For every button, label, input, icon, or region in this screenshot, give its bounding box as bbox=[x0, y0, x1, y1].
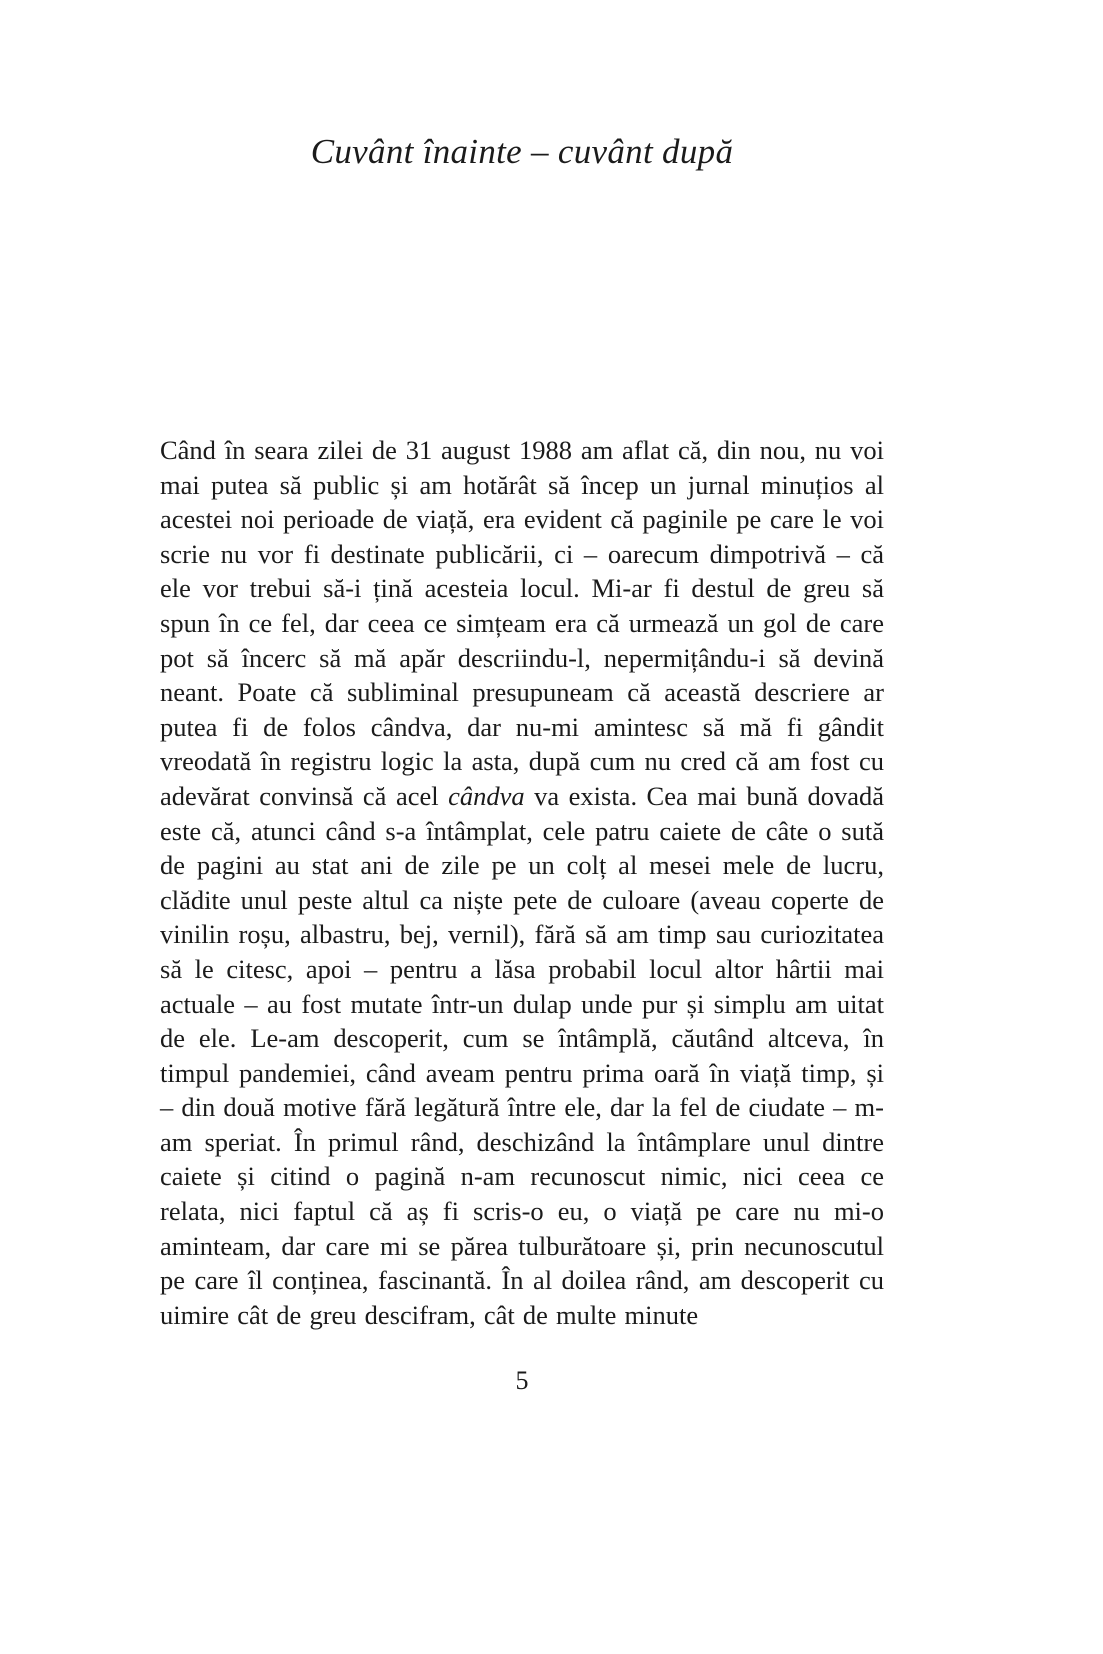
chapter-title: Cuvânt înainte – cuvânt după bbox=[310, 132, 734, 171]
paragraph-text-before-italic: Când în seara zilei de 31 august 1988 am aflat că, din nou, nu voi mai putea să public și am hotărât să încep un jurnal minuțios al acestei noi perioade de viață, era evident că paginile pe care le voi scrie nu vor fi destinate publicării, ci – oarecum dimpotrivă – că ele vor trebui să-i țină acesteia locul. Mi-ar fi destul de greu să spun în ce fel, dar ceea ce simțeam era că urmează un gol de care pot să încerc să mă apăr descriindu-l, nepermițându-i să devină neant. Poate că subliminal presupuneam că această descriere ar putea fi de folos cândva, dar nu-mi amintesc să mă fi gândit vreodată în registru logic la asta, după cum nu cred că am fost cu adevărat convinsă că acel bbox=[160, 435, 884, 811]
body-paragraph bbox=[160, 433, 884, 1332]
italic-word: cândva bbox=[448, 780, 525, 811]
paragraph-text-after-italic: va exista. Cea mai bună dovadă este că, atunci când s-a întâmplat, cele patru caiete de câte o sută de pagini au stat ani de zile pe un colț al mesei mele de lucru, clădite unul peste altul ca niște pete de culoare (aveau coperte de vinilin roșu, albastru, bej, vernil), fără să am timp sau curiozitatea să le citesc, apoi – pentru a lăsa probabil locul altor hârtii mai actuale – au fost mutate într-un dulap unde pur și simplu am uitat de ele. Le-am descoperit, cum se întâmplă, căutând altceva, în timpul pandemiei, când aveam pentru prima oară în viață timp, și – din două motive fără legătură între ele, dar la fel de ciudate – m-am speriat. În primul rând, deschizând la întâmplare unul dintre caiete și citind o pagină n-am recunoscut nimic, nici ceea ce relata, nici faptul că aș fi scris-o eu, o viață pe care nu mi-o aminteam, dar care mi se părea tulburătoare și, prin necunoscutul pe care îl conținea, fascinantă. În al doilea rând, am descoperit cu uimire cât de greu descifram, cât de multe minute bbox=[160, 780, 885, 1330]
page-number: 5 bbox=[515, 1366, 529, 1395]
